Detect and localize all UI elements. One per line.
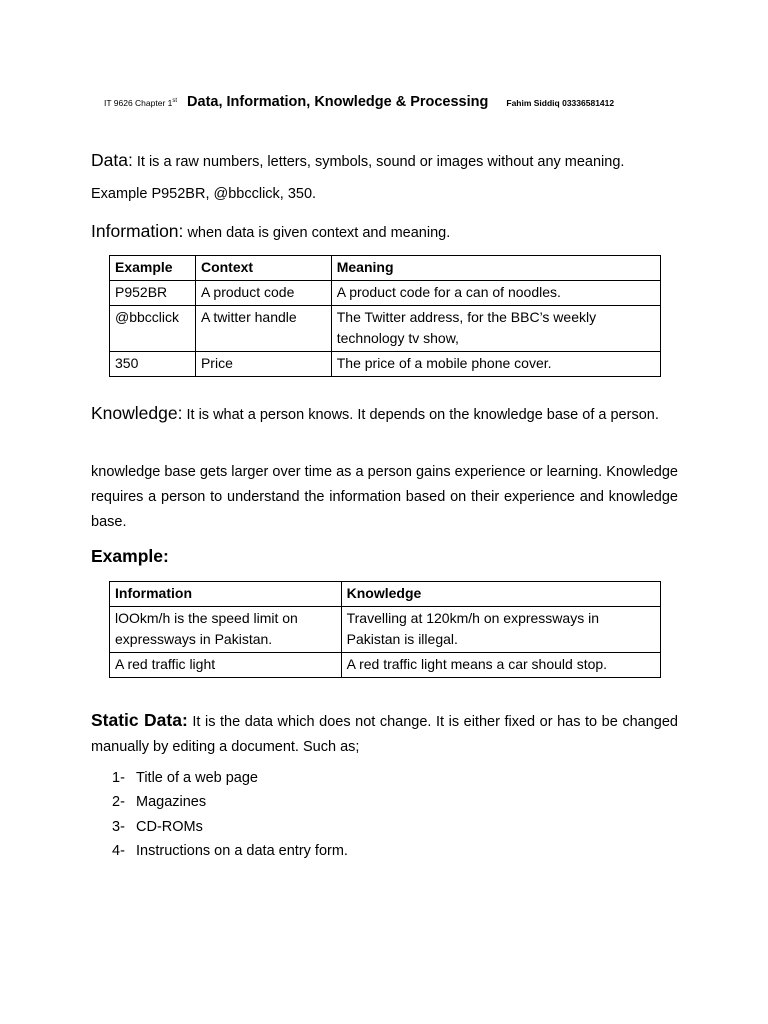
knowledge-definition [91,401,678,428]
list-item-text: Magazines [136,794,207,811]
document-title: Data, Information, Knowledge & Processing [187,94,489,110]
list-number: 2- [112,794,125,811]
static-data-term: Static Data: [91,710,188,730]
table-row [110,306,661,352]
list-item [112,839,348,863]
table-cell: Price [195,352,331,377]
course-label: IT 9626 Chapter 1st [104,98,178,108]
static-data-definition [91,708,678,760]
table-row [110,352,661,377]
author-info: Fahim Siddiq 03336581412 [506,98,615,108]
static-data-definition-text: It is the data which does not change. It is either fixed or has to be changed manually by editing a document. Such as; [91,714,678,755]
table-header-cell: Information [110,582,342,607]
table-cell: A red traffic light [110,653,342,678]
table-header-cell: Example [110,256,196,281]
table-header-cell: Knowledge [341,582,660,607]
information-definition [91,219,678,246]
table-row [110,607,661,653]
table-cell: A product code for a can of noodles. [331,281,660,306]
data-definition-text: It is a raw numbers, letters, symbols, sound or images without any meaning. [136,154,625,170]
list-number: 3- [112,818,125,835]
knowledge-term: Knowledge: [91,403,183,423]
list-item-text: CD-ROMs [136,818,203,835]
table-cell: A product code [195,281,331,306]
table-header-cell: Meaning [331,256,660,281]
table-header-cell: Context [195,256,331,281]
information-definition-text: when data is given context and meaning. [187,225,451,241]
table-cell: lOOkm/h is the speed limit on expressways in Pakistan. [110,607,342,653]
table-row [110,281,661,306]
list-number: 1- [112,770,125,786]
table-cell: P952BR [110,281,196,306]
list-item-text: Instructions on a data entry form. [136,842,348,859]
list-item [112,790,348,814]
list-item [112,815,348,839]
table-cell: The price of a mobile phone cover. [331,352,660,377]
data-term: Data: [91,150,133,170]
data-definition [91,148,678,175]
static-data-list [112,766,348,863]
table-header-row [110,256,661,281]
table-row [110,653,661,678]
information-table [109,255,661,377]
information-term: Information: [91,221,184,241]
example-heading-line [91,544,678,571]
knowledge-example-table [109,581,661,678]
table-cell: @bbcclick [110,306,196,352]
list-number: 4- [112,842,125,859]
table-cell: A twitter handle [195,306,331,352]
list-item [112,766,348,790]
table-cell: The Twitter address, for the BBC’s weekly technology tv show, [331,306,660,352]
table-header-row [110,582,661,607]
page-header [104,94,684,110]
course-superscript: st [172,98,178,105]
example-heading: Example: [91,546,169,566]
list-item-text: Title of a web page [136,770,258,786]
table-cell: A red traffic light means a car should stop. [341,653,660,678]
knowledge-paragraph: knowledge base gets larger over time as a person gains experience or learning. Knowledge requires a person to understand the information based on their experience and knowledge base. [91,464,678,530]
table-cell: 350 [110,352,196,377]
table-cell: Travelling at 120km/h on expressways in Pakistan is illegal. [341,607,660,653]
knowledge-definition-text: It is what a person knows. It depends on the knowledge base of a person. [186,407,659,423]
data-example: Example P952BR, @bbcclick, 350. [91,186,317,202]
